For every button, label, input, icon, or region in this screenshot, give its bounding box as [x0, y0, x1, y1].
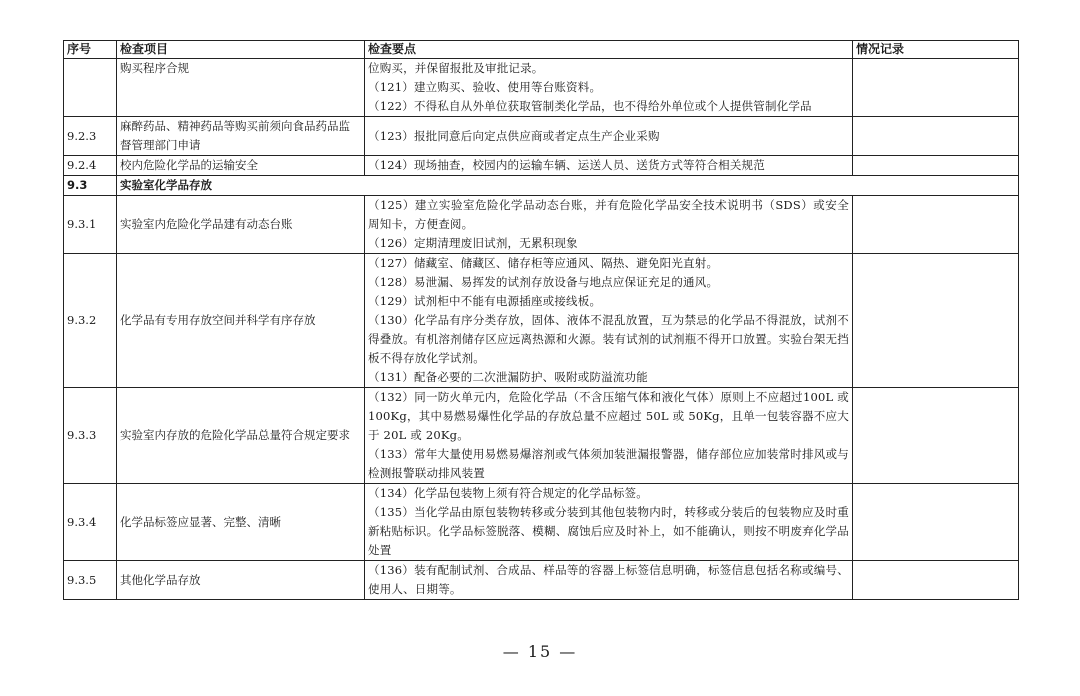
- row-no: 9.3.2: [64, 254, 117, 388]
- row-no: 9.3.3: [64, 388, 117, 484]
- table-row: [64, 196, 1019, 254]
- table-row: [64, 484, 1019, 561]
- table-row: [64, 561, 1019, 600]
- section-row: [64, 176, 1019, 196]
- point-text: （129）试剂柜中不能有电源插座或接线板。: [368, 294, 602, 308]
- row-no: 9.3.4: [64, 484, 117, 561]
- section-title: 实验室化学品存放: [117, 176, 1019, 196]
- row-no: 9.2.4: [64, 156, 117, 176]
- row-item: 实验室内危险化学品建有动态台账: [117, 196, 365, 254]
- row-points: [365, 117, 853, 156]
- point-text: （133）常年大量使用易燃易爆溶剂或气体须加装泄漏报警器，储存部位应加装常时排风或与检测报警联动排风装置: [368, 447, 849, 480]
- page-number: — 15 —: [502, 642, 578, 661]
- row-points: [365, 196, 853, 254]
- point-text: （121）建立购买、验收、使用等台账资料。: [368, 80, 602, 94]
- row-no: [64, 59, 117, 117]
- row-no: 9.2.3: [64, 117, 117, 156]
- point-text: （124）现场抽查，校园内的运输车辆、运送人员、送货方式等符合相关规范: [368, 158, 765, 172]
- row-no: 9.3.1: [64, 196, 117, 254]
- row-item: 麻醉药品、精神药品等购买前须向食品药品监督管理部门申请: [117, 117, 365, 156]
- row-item: 化学品有专用存放空间并科学有序存放: [117, 254, 365, 388]
- point-text: （136）装有配制试剂、合成品、样品等的容器上标签信息明确，标签信息包括名称或编号、使用人、日期等。: [368, 563, 849, 596]
- section-no: 9.3: [64, 176, 117, 196]
- point-text: （123）报批同意后向定点供应商或者定点生产企业采购: [368, 128, 660, 143]
- table-row: [64, 117, 1019, 156]
- row-item: 化学品标签应显著、完整、清晰: [117, 484, 365, 561]
- row-points: [365, 59, 853, 117]
- row-points: [365, 388, 853, 484]
- point-text: （122）不得私自从外单位获取管制类化学品，也不得给外单位或个人提供管制化学品: [368, 99, 812, 113]
- row-record: [853, 59, 1019, 117]
- row-record: [853, 561, 1019, 600]
- header-record: 情况记录: [853, 41, 1019, 59]
- row-record: [853, 196, 1019, 254]
- table-header-row: [64, 41, 1019, 59]
- point-text: 位购买，并保留报批及审批记录。: [368, 61, 544, 75]
- point-text: （126）定期清理废旧试剂，无累积现象: [368, 236, 578, 250]
- header-item: 检查项目: [117, 41, 365, 59]
- table-row: [64, 156, 1019, 176]
- point-text: （130）化学品有序分类存放，固体、液体不混乱放置，互为禁忌的化学品不得混放，试剂不得叠放。有机溶剂储存区应远离热源和火源。装有试剂的试剂瓶不得开口放置。实验台架无挡板不得存放化学试剂。: [368, 313, 849, 365]
- row-points: [365, 561, 853, 600]
- point-text: （131）配备必要的二次泄漏防护、吸附或防溢流功能: [368, 370, 648, 384]
- table-row: [64, 59, 1019, 117]
- row-record: [853, 484, 1019, 561]
- table-row: [64, 388, 1019, 484]
- header-no: 序号: [64, 41, 117, 59]
- row-points: [365, 254, 853, 388]
- row-points: [365, 156, 853, 176]
- point-text: （125）建立实验室危险化学品动态台账，并有危险化学品安全技术说明书（SDS）或安全周知卡，方便查阅。: [368, 198, 849, 231]
- row-record: [853, 254, 1019, 388]
- point-text: （134）化学品包装物上须有符合规定的化学品标签。: [368, 486, 648, 500]
- row-record: [853, 117, 1019, 156]
- point-text: （135）当化学品由原包装物转移或分装到其他包装物内时，转移或分装后的包装物应及时重新粘贴标识。化学品标签脱落、模糊、腐蚀后应及时补上，如不能确认，则按不明废弃化学品处置: [368, 505, 849, 557]
- point-text: （128）易泄漏、易挥发的试剂存放设备与地点应保证充足的通风。: [368, 275, 719, 289]
- header-points: 检查要点: [365, 41, 853, 59]
- row-item: 购买程序合规: [117, 59, 365, 117]
- row-item: 实验室内存放的危险化学品总量符合规定要求: [117, 388, 365, 484]
- table-row: [64, 254, 1019, 388]
- inspection-table: [63, 40, 1019, 600]
- row-no: 9.3.5: [64, 561, 117, 600]
- row-item: 其他化学品存放: [117, 561, 365, 600]
- row-points: [365, 484, 853, 561]
- point-text: （132）同一防火单元内，危险化学品（不含压缩气体和液化气体）原则上不应超过100L 或 100Kg，其中易燃易爆性化学品的存放总量不应超过 50L 或 50Kg，且单一包装容器不应大于 20L 或 20Kg。: [368, 390, 849, 442]
- row-record: [853, 388, 1019, 484]
- row-item: 校内危险化学品的运输安全: [117, 156, 365, 176]
- point-text: （127）储藏室、储藏区、储存柜等应通风、隔热、避免阳光直射。: [368, 256, 719, 270]
- row-record: [853, 156, 1019, 176]
